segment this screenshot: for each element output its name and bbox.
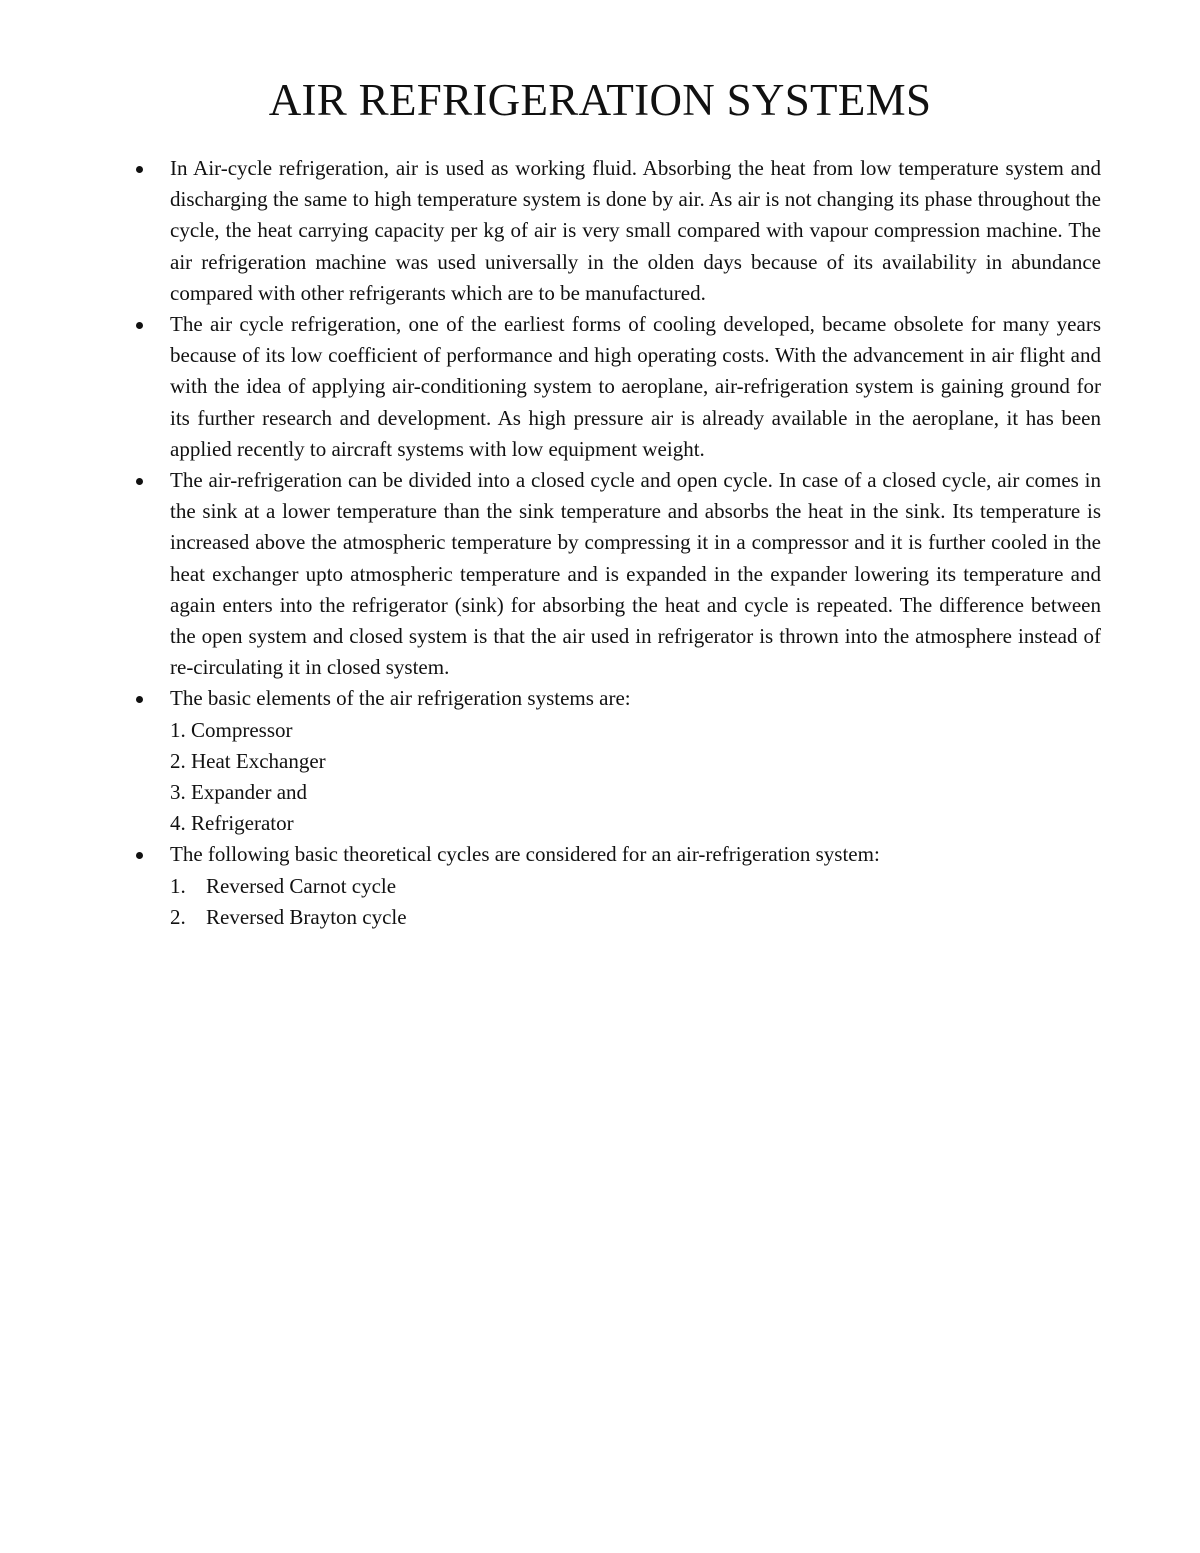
list-item-air-cycle-intro (128, 153, 1101, 309)
cycle-text: Reversed Carnot cycle (206, 873, 397, 898)
list-item-theoretical-cycles (128, 839, 1101, 933)
bullet-icon (136, 322, 143, 329)
elements-intro: The basic elements of the air refrigeration systems are: (170, 686, 631, 711)
element-refrigerator: 4. Refrigerator (170, 811, 294, 836)
paragraph-text: The air-refrigeration can be divided into a closed cycle and open cycle. In case of a closed cycle, air comes in the sink at a lower temperature than the sink temperature and absorbs the heat in the sink. Its temperature is increased above the atmospheric temperature by compressing it in a compressor and it is further cooled in the heat exchanger upto atmospheric temperature and is expanded in the expander lowering its temperature and again enters into the refrigerator (sink) for absorbing the heat and cycle is repeated. The difference between the open system and closed system is that the air used in refrigerator is thrown into the atmosphere instead of re-circulating it in closed system. (170, 468, 1101, 680)
page-title: AIR REFRIGERATION SYSTEMS (268, 75, 932, 125)
cycle-item (170, 871, 1101, 902)
cycle-number: 2. (170, 904, 186, 929)
paragraph-text: The air cycle refrigeration, one of the earliest forms of cooling developed, became obsolete for many years because of its low coefficient of performance and high operating costs. With the advancement in air flight and with the idea of applying air-conditioning system to aeroplane, air-refrigeration system is gaining ground for its further research and development. As high pressure air is already available in the aeroplane, it has been applied recently to aircraft systems with low equipment weight. (170, 312, 1101, 461)
bullet-icon (136, 852, 143, 859)
paragraph-text: In Air-cycle refrigeration, air is used as working fluid. Absorbing the heat from low temperature system and discharging the same to high temperature system is done by air. As air is not changing its phase throughout the cycle, the heat carrying capacity per kg of air is very small compared with vapour compression machine. The air refrigeration machine was used universally in the olden days because of its availability in abundance compared with other refrigerants which are to be manufactured. (170, 156, 1101, 305)
list-item-history (128, 309, 1101, 465)
bullet-icon (136, 166, 143, 173)
bullet-icon (136, 478, 143, 485)
element-expander: 3. Expander and (170, 780, 308, 805)
list-item-basic-elements (128, 683, 1101, 839)
cycle-item (170, 902, 1101, 933)
cycle-text: Reversed Brayton cycle (206, 904, 407, 929)
element-heat-exchanger: 2. Heat Exchanger (170, 748, 326, 773)
bullet-list (128, 153, 1101, 933)
cycle-number: 1. (170, 873, 186, 898)
list-item-closed-open-cycle (128, 465, 1101, 683)
cycles-intro: The following basic theoretical cycles are considered for an air-refrigeration system: (170, 842, 880, 867)
element-compressor: 1. Compressor (170, 717, 293, 742)
bullet-icon (136, 696, 143, 703)
